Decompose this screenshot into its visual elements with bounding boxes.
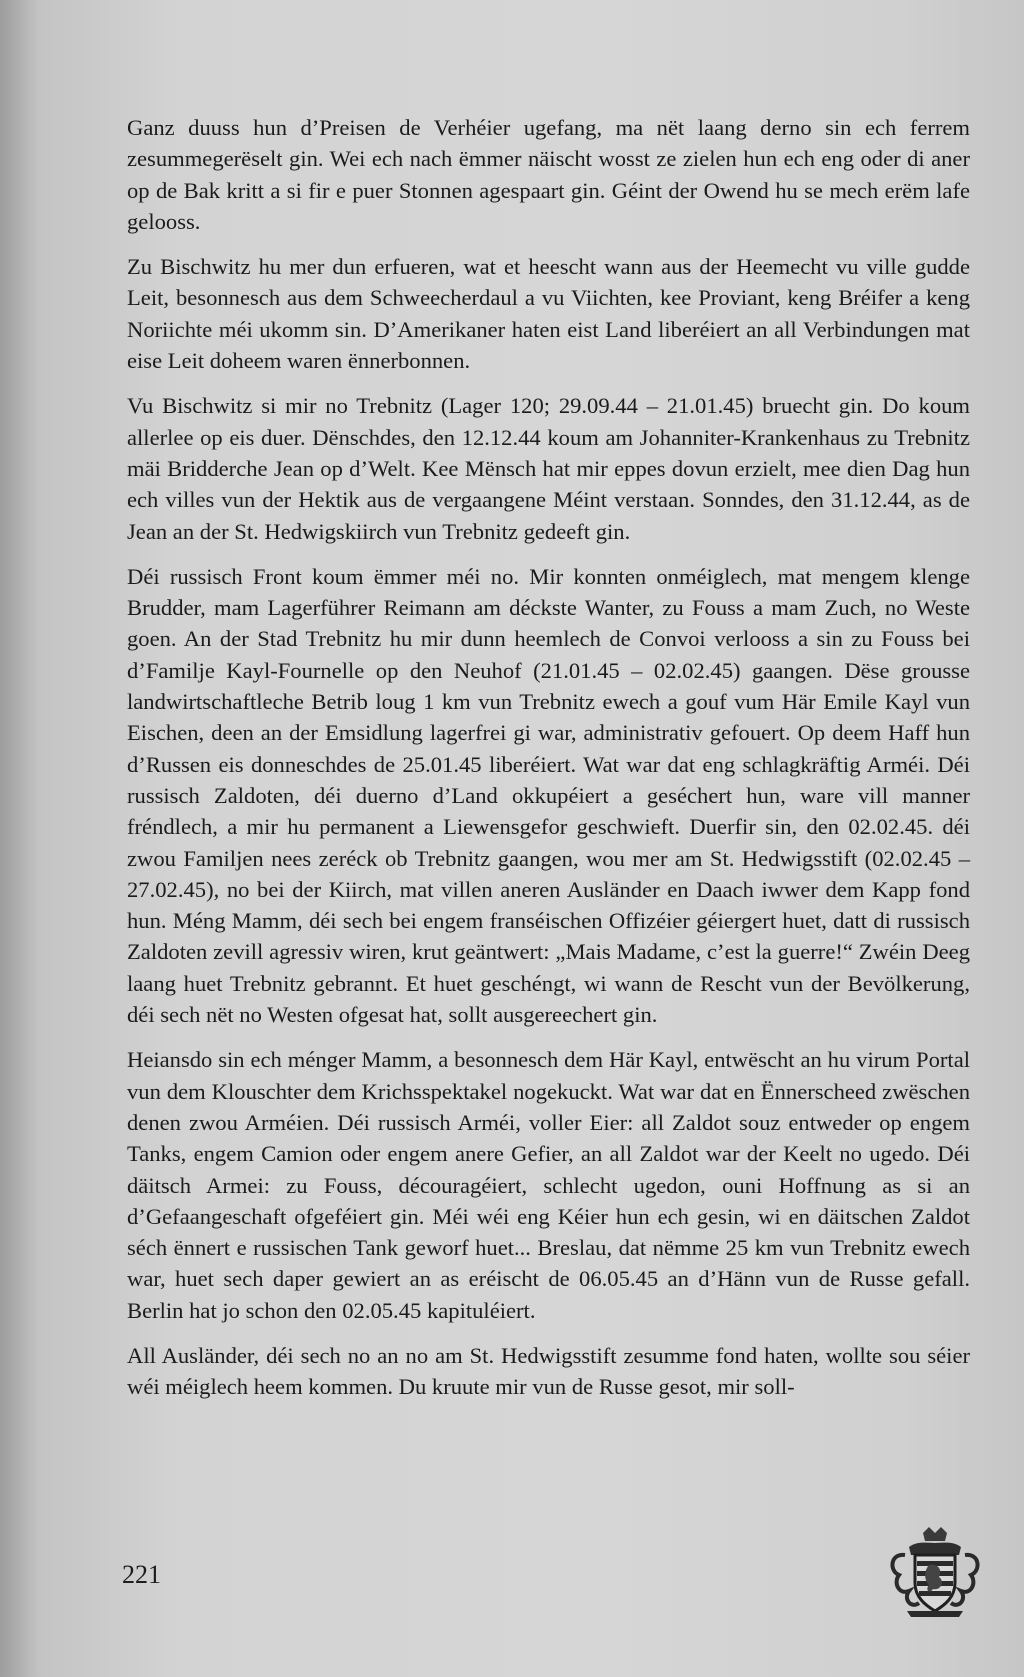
paragraph-2: Zu Bischwitz hu mer dun erfueren, wat et heescht wann aus der Heemecht vu ville gudde Leit, besonnesch aus dem Schweecherdaul a vu Viichten, kee Proviant, keng Bréifer a keng Noriichte méi ukomm sin. D’Amerikaner haten eist Land liberéiert an all Verbindungen mat eise Leit doheem waren ënnerbonnen. — [127, 254, 970, 374]
paragraph-5: Heiansdo sin ech ménger Mamm, a besonnesch dem Här Kayl, entwëscht an hu virum Portal vun dem Klouschter dem Krichsspektakel nogekuckt. Wat war dat en Ënnerscheed zwëschen denen zwou Arméien. Déi russisch Arméi, voller Eier: all Zaldot souz entweder op engem Tanks, engem Camion oder engem anere Gefier, an all Zaldot war der Keelt no ugedo. Déi däitsch Armei: zu Fouss, découragéiert, schlecht ugedon, ouni Hoffnung as si an d’Gefaangeschaft ofgeféiert gin. Méi wéi eng Kéier hun ech gesin, wi en däitschen Zaldot séch ënnert e russischen Tank geworf huet... Breslau, dat nëmme 25 km vun Trebnitz ewech war, huet sech daper gewiert an as eréischt de 06.05.45 an d’Hänn vun de Russe gefall. Berlin hat jo schon den 02.05.45 kapituléiert. — [127, 1047, 970, 1323]
paragraph-3: Vu Bischwitz si mir no Trebnitz (Lager 120; 29.09.44 – 21.01.45) bruecht gin. Do koum allerlee op eis duer. Dënschdes, den 12.12.44 koum am Johanniter-Krankenhaus zu Trebnitz mäi Bridderche Jean op d’Welt. Kee Mënsch hat mir eppes dovun erzielt, mee dien Dag hun ech villes vun der Hektik aus de vergaangene Méint verstaan. Sonndes, den 31.12.44, as de Jean an der St. Hedwigskiirch vun Trebnitz gedeeft gin. — [127, 393, 970, 544]
page-number: 221 — [122, 1560, 161, 1589]
paragraph-6: All Ausländer, déi sech no an no am St. Hedwigsstift zesumme fond haten, wollte sou séier wéi méiglech heem kommen. Du kruute mir vun de Russe gesot, mir soll- — [127, 1342, 970, 1400]
paragraph-4: Déi russisch Front koum ëmmer méi no. Mir konnten onméiglech, mat mengem klenge Brudder, mam Lagerführer Reimann am déckste Wanter, zu Fouss a mam Zuch, no Weste goen. An der Stad Trebnitz hu mir dunn heemlech de Convoi verlooss a sin zu Fouss bei d’Familje Kayl-Fournelle op den Neuhof (21.01.45 – 02.02.45) gaangen. Dëse grousse landwirtschaftleche Betrib loug 1 km vun Trebnitz ewech a gouf vum Här Emile Kayl vun Eischen, deen an der Emsidlung lagerfrei gi war, administrativ gefouert. Op deem Haff hun d’Russen eis donneschdes de 25.01.45 liberéiert. Wat war dat eng schlagkräftig Arméi. Déi russisch Zaldoten, déi duerno d’Land okkupéiert a geséchert hun, ware vill manner fréndlech, a mir hu permanent a Liewensgefor geschwieft. Duerfir sin, den 02.02.45. déi zwou Familjen nees zeréck ob Trebnitz gaangen, wou mer am St. Hedwigsstift (02.02.45 – 27.02.45), no bei der Kiirch, mat villen aneren Ausländer en Daach iwwer dem Kapp fond hun. Méng Mamm, déi sech bei engem franséischen Offizéier géiergert huet, datt di russisch Zaldoten zevill agressiv wiren, krut geäntwert: „Mais Madame, c’est la guerre!“ Zwéin Deeg laang huet Trebnitz gebrannt. Et huet geschéngt, wi wann de Rescht vun der Bevölkerung, déi sech nët no Westen ofgesat hat, sollt ausgereechert gin. — [127, 563, 970, 1028]
paragraph-1: Ganz duuss hun d’Preisen de Verhéier ugefang, ma nët laang derno sin ech ferrem zesummegerëselt gin. Wei ech nach ëmmer näischt wosst ze zielen hun ech eng oder di aner op de Bak kritt a si fir e puer Stonnen agespaart gin. Géint der Owend hu se mech erëm lafe gelooss. — [127, 115, 970, 234]
body-text — [127, 112, 970, 1417]
coat-of-arms-icon — [885, 1525, 985, 1620]
